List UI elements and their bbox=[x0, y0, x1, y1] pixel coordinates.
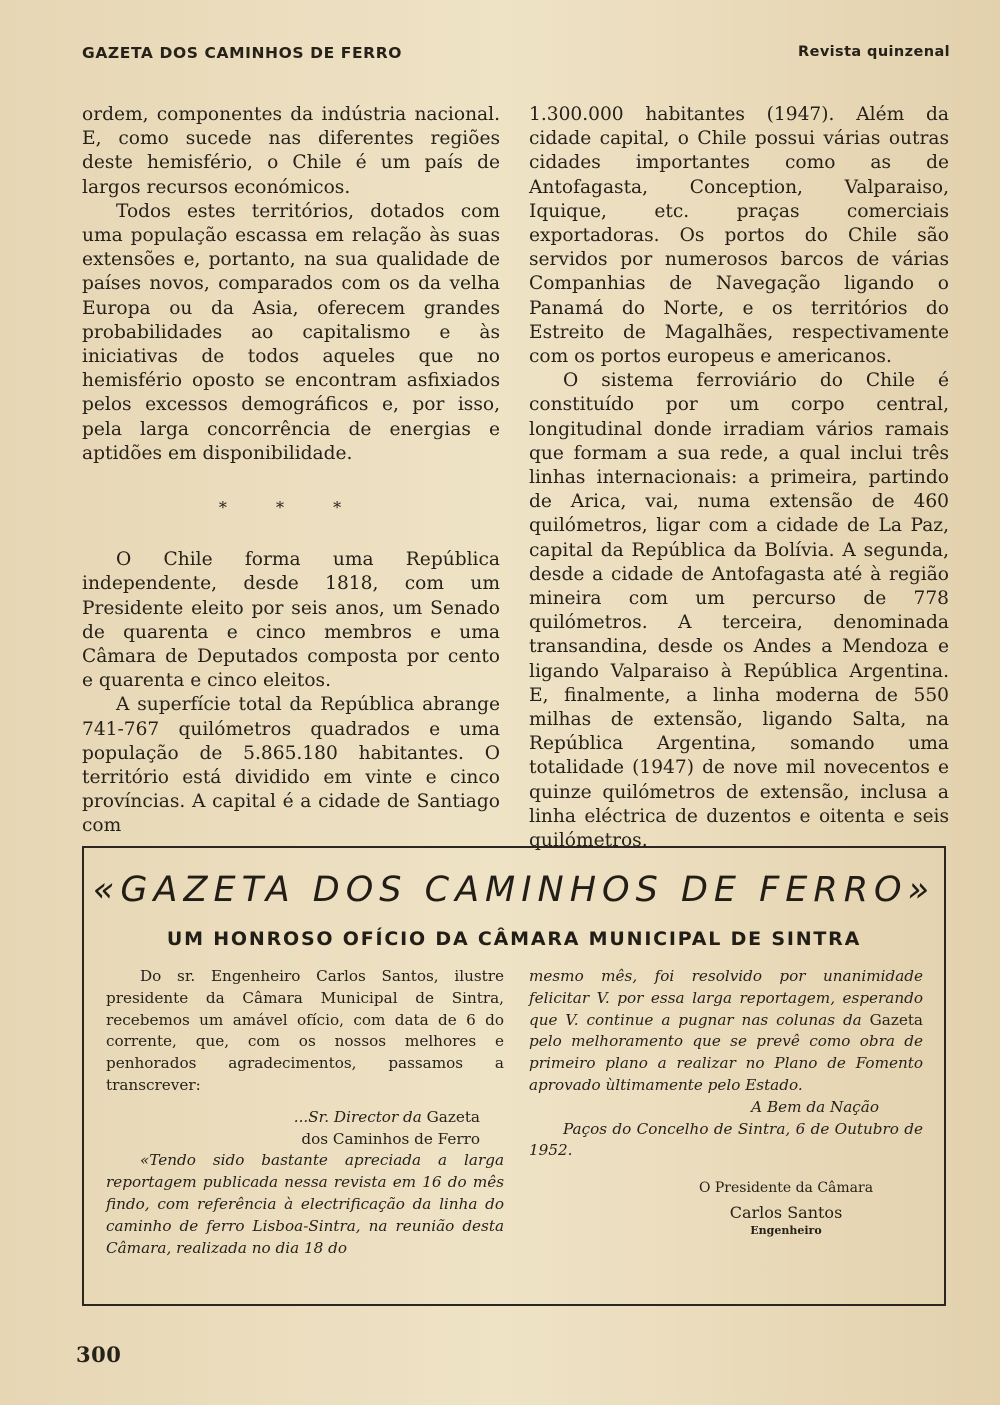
address-line-1-rest: Gazeta bbox=[421, 1107, 480, 1126]
address-line-2: dos Caminhos de Ferro bbox=[301, 1129, 480, 1148]
quote-part-b: pelo melhoramento que se prevê como obra de primeiro plano a realizar no Plano de Fomento aprovado ùltimamente pelo Estado. bbox=[529, 1032, 923, 1094]
address-line-1-italic: ...Sr. Director da bbox=[293, 1107, 422, 1126]
article-paragraph: 1.300.000 habitantes (1947). Além da cidade capital, o Chile possui várias outras cidades importantes como as de Antofagasta, Conception, Valparaiso, Iquique, etc. praças comerciais exportadoras. Os portos do Chile são servidos por numerosos barcos de várias Companhias de Navegação ligando o Panamá do Norte, e os territórios do Estreito de Magalhães, respectivamente com os portos europeus e americanos. bbox=[529, 104, 949, 368]
letter-quote-start: «Tendo sido bastante apreciada a larga reportagem publicada nessa revista em 16 do mês findo, com referência à electrificação da linha do caminho de ferro Lisboa-Sintra, na reunião desta Câmara, realizada no dia 18 do bbox=[106, 1151, 504, 1257]
header-periodicity: Revista quinzenal bbox=[798, 44, 950, 60]
boxed-notice bbox=[82, 846, 946, 1306]
signature-name: Carlos Santos bbox=[729, 1202, 843, 1222]
article-paragraph: ordem, componentes da indústria nacional. E, como sucede nas diferentes regiões deste hemisfério, o Chile é um país de largos recursos económicos. bbox=[82, 104, 500, 198]
section-separator: * * * bbox=[218, 498, 364, 518]
article-paragraph: Todos estes territórios, dotados com uma população escassa em relação às suas extensões e, portanto, na sua qualidade de países novos, comparados com os da velha Europa ou da Asia, oferecem grandes probabilidades ao capitalismo e às iniciativas de todos aqueles que no hemisfério oposto se encontram asfixiados pelos excessos demográficos e, por isso, pela larga concorrência de energias e aptidões em disponibilidade. bbox=[82, 200, 500, 464]
article-paragraph: O Chile forma uma República independente, desde 1818, com um Presidente eleito por seis anos, um Senado de quarenta e cinco membros e uma Câmara de Deputados composta por cento e quarenta e cinco eleitos. bbox=[82, 549, 500, 692]
header-journal-title: GAZETA DOS CAMINHOS DE FERRO bbox=[82, 44, 403, 62]
article-paragraph: A superfície total da República abrange 741-767 quilómetros quadrados e uma população de 5.865.180 habitantes. O território está dividido em vinte e cinco províncias. A capital é a cidade de Santiago com bbox=[82, 694, 500, 837]
letter-quote-continuation bbox=[529, 966, 923, 1097]
article-paragraph: O sistema ferroviário do Chile é constituído por um corpo central, longitudinal donde irradiam vários ramais que formam a sua rede, a qual inclui três linhas internacionais: a primeira, partindo de Arica, vai, numa extensão de 460 quilómetros, ligar com a cidade de La Paz, capital da República da Bolívia. A segunda, desde a cidade de Antofagasta até à região mineira com um percurso de 778 quilómetros. A terceira, denominada transandina, desde os Andes a Mendoza e ligando Valparaiso à República Argentina. E, finalmente, a linha moderna de 550 milhas de extensão, ligando Salta, na República Argentina, somando uma totalidade (1947) de nove mil novecentos e quinze quilómetros de extensão, inclusa a linha eléctrica de duzentos e oitenta e seis quilómetros. bbox=[529, 370, 949, 852]
quote-part-a: mesmo mês, foi resolvido por unanimidade felicitar V. por essa larga reportagem, esperando que V. continue a pugnar nas colunas da bbox=[529, 967, 923, 1029]
notice-title: «GAZETA DOS CAMINHOS DE FERRO» bbox=[92, 870, 936, 910]
letter-closing: A Bem da Nação bbox=[751, 1097, 879, 1116]
notice-column-left bbox=[106, 966, 504, 1259]
letter-address bbox=[106, 1107, 504, 1151]
article-column-right bbox=[529, 103, 949, 853]
article-column-left bbox=[82, 103, 500, 839]
running-head bbox=[82, 44, 950, 68]
signature-title: O Presidente da Câmara bbox=[698, 1180, 874, 1197]
notice-column-right bbox=[529, 966, 923, 1238]
page-number: 300 bbox=[76, 1342, 122, 1367]
notice-intro: Do sr. Engenheiro Carlos Santos, ilustre presidente da Câmara Municipal de Sintra, recebemos um amável ofício, com data de 6 do corrente, que, com os nossos melhores e penhorados agradecimentos, passamos a transcrever: bbox=[106, 967, 504, 1094]
notice-subtitle: UM HONROSO OFÍCIO DA CÂMARA MUNICIPAL DE SINTRA bbox=[166, 928, 862, 950]
signature-role: Engenheiro bbox=[750, 1223, 822, 1237]
quote-gazeta: Gazeta bbox=[869, 1010, 923, 1029]
signature-block bbox=[649, 1178, 923, 1238]
letter-place-date: Paços do Concelho de Sintra, 6 de Outubro de 1952. bbox=[529, 1119, 923, 1160]
